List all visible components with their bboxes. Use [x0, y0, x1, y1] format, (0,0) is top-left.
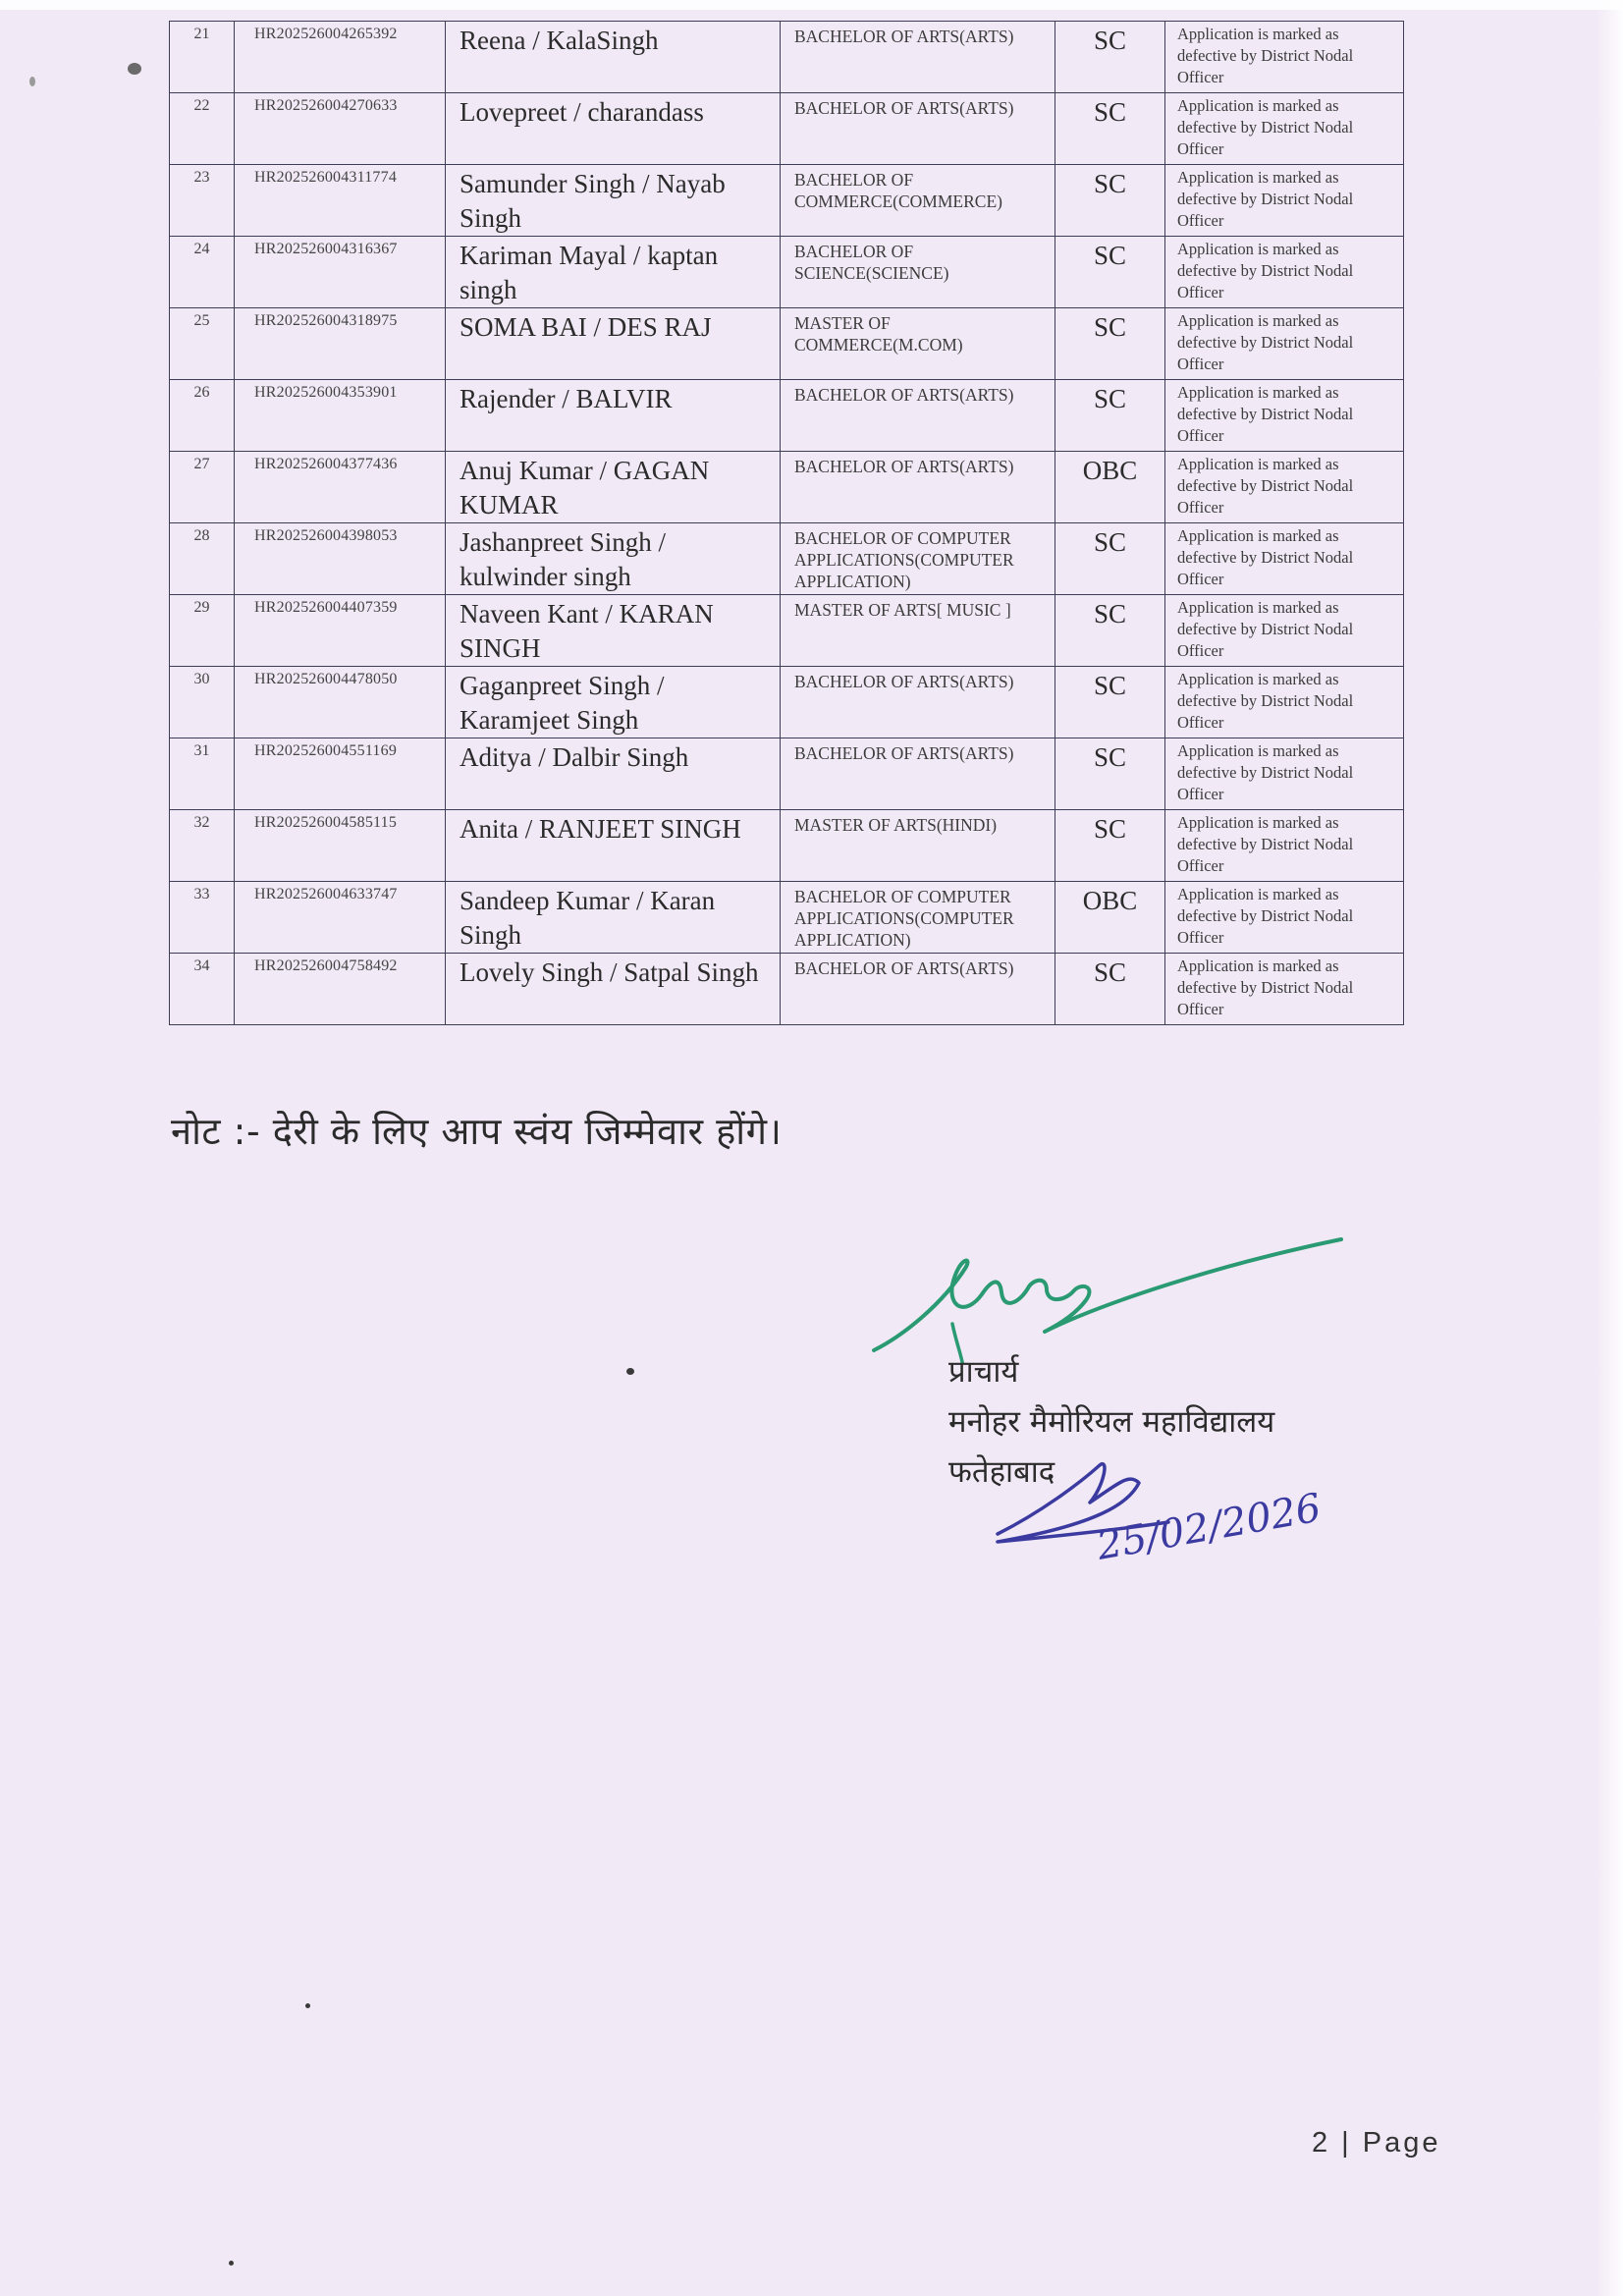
signatory-institution: मनोहर मैमोरियल महाविद्यालय: [948, 1404, 1275, 1440]
table-row: [170, 667, 1404, 738]
table-row: [170, 810, 1404, 882]
category-cell: SC: [1055, 22, 1165, 93]
applicant-name-cell: SOMA BAI / DES RAJ: [446, 308, 781, 380]
note-text: नोट :- देरी के लिए आप स्वंय जिम्मेवार होंगे।: [171, 1110, 783, 1153]
table-row: [170, 738, 1404, 810]
table-row: [170, 595, 1404, 667]
signatory-city: फतेहाबाद: [948, 1454, 1055, 1490]
course-cell: BACHELOR OF ARTS(ARTS): [781, 667, 1055, 738]
serial-number-cell: 28: [170, 523, 235, 595]
course-cell: BACHELOR OF COMMERCE(COMMERCE): [781, 165, 1055, 237]
applicant-name-cell: Lovepreet / charandass: [446, 93, 781, 165]
applicant-name-cell: Jashanpreet Singh / kulwinder singh: [446, 523, 781, 595]
category-cell: SC: [1055, 810, 1165, 882]
remark-cell: Application is marked as defective by District Nodal Officer: [1165, 165, 1404, 237]
category-cell: SC: [1055, 523, 1165, 595]
applicant-name-cell: Aditya / Dalbir Singh: [446, 738, 781, 810]
applicant-name-cell: Reena / KalaSingh: [446, 22, 781, 93]
applicant-name-cell: Sandeep Kumar / Karan Singh: [446, 882, 781, 954]
table-row: [170, 22, 1404, 93]
remark-cell: Application is marked as defective by District Nodal Officer: [1165, 237, 1404, 308]
table-row: [170, 93, 1404, 165]
serial-number-cell: 29: [170, 595, 235, 667]
category-cell: SC: [1055, 595, 1165, 667]
remark-cell: Application is marked as defective by District Nodal Officer: [1165, 738, 1404, 810]
course-cell: BACHELOR OF ARTS(ARTS): [781, 738, 1055, 810]
remark-cell: Application is marked as defective by District Nodal Officer: [1165, 452, 1404, 523]
application-id-cell: HR202526004407359: [235, 595, 446, 667]
scan-speck: [626, 1368, 634, 1375]
course-cell: MASTER OF ARTS[ MUSIC ]: [781, 595, 1055, 667]
remark-cell: Application is marked as defective by District Nodal Officer: [1165, 523, 1404, 595]
scan-speck: [128, 63, 141, 75]
table-row: [170, 237, 1404, 308]
category-cell: OBC: [1055, 452, 1165, 523]
serial-number-cell: 26: [170, 380, 235, 452]
table-row: [170, 308, 1404, 380]
page-number: 2 | Page: [1312, 2127, 1441, 2159]
table-row: [170, 882, 1404, 954]
category-cell: SC: [1055, 380, 1165, 452]
remark-cell: Application is marked as defective by District Nodal Officer: [1165, 882, 1404, 954]
application-id-cell: HR202526004311774: [235, 165, 446, 237]
serial-number-cell: 34: [170, 954, 235, 1025]
category-cell: SC: [1055, 165, 1165, 237]
applicant-name-cell: Lovely Singh / Satpal Singh: [446, 954, 781, 1025]
course-cell: BACHELOR OF COMPUTER APPLICATIONS(COMPUTER APPLICATION): [781, 523, 1055, 595]
category-cell: SC: [1055, 93, 1165, 165]
remark-cell: Application is marked as defective by District Nodal Officer: [1165, 380, 1404, 452]
applicant-name-cell: Anita / RANJEET SINGH: [446, 810, 781, 882]
application-id-cell: HR202526004585115: [235, 810, 446, 882]
serial-number-cell: 30: [170, 667, 235, 738]
serial-number-cell: 25: [170, 308, 235, 380]
scan-speck: [305, 2003, 310, 2008]
category-cell: SC: [1055, 738, 1165, 810]
scan-speck: [29, 77, 35, 86]
application-id-cell: HR202526004270633: [235, 93, 446, 165]
application-id-cell: HR202526004758492: [235, 954, 446, 1025]
serial-number-cell: 33: [170, 882, 235, 954]
handwritten-date: 25/02/2026: [1093, 1485, 1325, 1569]
application-id-cell: HR202526004265392: [235, 22, 446, 93]
course-cell: BACHELOR OF ARTS(ARTS): [781, 452, 1055, 523]
application-id-cell: HR202526004478050: [235, 667, 446, 738]
course-cell: BACHELOR OF ARTS(ARTS): [781, 954, 1055, 1025]
table-row: [170, 452, 1404, 523]
serial-number-cell: 23: [170, 165, 235, 237]
remark-cell: Application is marked as defective by District Nodal Officer: [1165, 810, 1404, 882]
remark-cell: Application is marked as defective by District Nodal Officer: [1165, 22, 1404, 93]
category-cell: SC: [1055, 308, 1165, 380]
applicant-table-body: [170, 22, 1404, 1025]
application-id-cell: HR202526004377436: [235, 452, 446, 523]
application-id-cell: HR202526004398053: [235, 523, 446, 595]
dated-initials: [982, 1444, 1375, 1601]
table-row: [170, 954, 1404, 1025]
application-id-cell: HR202526004551169: [235, 738, 446, 810]
course-cell: BACHELOR OF ARTS(ARTS): [781, 93, 1055, 165]
serial-number-cell: 31: [170, 738, 235, 810]
serial-number-cell: 24: [170, 237, 235, 308]
applicant-name-cell: Samunder Singh / Nayab Singh: [446, 165, 781, 237]
scan-speck: [229, 2261, 234, 2266]
scan-right-edge: [1596, 0, 1623, 2296]
application-id-cell: HR202526004318975: [235, 308, 446, 380]
applicant-name-cell: Kariman Mayal / kaptan singh: [446, 237, 781, 308]
application-id-cell: HR202526004316367: [235, 237, 446, 308]
serial-number-cell: 27: [170, 452, 235, 523]
course-cell: BACHELOR OF ARTS(ARTS): [781, 380, 1055, 452]
applicant-name-cell: Anuj Kumar / GAGAN KUMAR: [446, 452, 781, 523]
table-row: [170, 380, 1404, 452]
remark-cell: Application is marked as defective by District Nodal Officer: [1165, 954, 1404, 1025]
applicant-table: [169, 21, 1404, 1025]
category-cell: SC: [1055, 954, 1165, 1025]
principal-signature: [864, 1226, 1355, 1363]
applicant-name-cell: Rajender / BALVIR: [446, 380, 781, 452]
serial-number-cell: 21: [170, 22, 235, 93]
signatory-designation: प्राचार्य: [948, 1354, 1019, 1390]
scan-top-edge: [0, 0, 1623, 10]
table-row: [170, 523, 1404, 595]
category-cell: OBC: [1055, 882, 1165, 954]
course-cell: BACHELOR OF ARTS(ARTS): [781, 22, 1055, 93]
application-id-cell: HR202526004633747: [235, 882, 446, 954]
remark-cell: Application is marked as defective by District Nodal Officer: [1165, 308, 1404, 380]
remark-cell: Application is marked as defective by District Nodal Officer: [1165, 595, 1404, 667]
applicant-name-cell: Gaganpreet Singh / Karamjeet Singh: [446, 667, 781, 738]
course-cell: BACHELOR OF SCIENCE(SCIENCE): [781, 237, 1055, 308]
serial-number-cell: 22: [170, 93, 235, 165]
course-cell: BACHELOR OF COMPUTER APPLICATIONS(COMPUTER APPLICATION): [781, 882, 1055, 954]
remark-cell: Application is marked as defective by District Nodal Officer: [1165, 667, 1404, 738]
remark-cell: Application is marked as defective by District Nodal Officer: [1165, 93, 1404, 165]
category-cell: SC: [1055, 667, 1165, 738]
application-id-cell: HR202526004353901: [235, 380, 446, 452]
serial-number-cell: 32: [170, 810, 235, 882]
table-row: [170, 165, 1404, 237]
category-cell: SC: [1055, 237, 1165, 308]
applicant-name-cell: Naveen Kant / KARAN SINGH: [446, 595, 781, 667]
course-cell: MASTER OF ARTS(HINDI): [781, 810, 1055, 882]
course-cell: MASTER OF COMMERCE(M.COM): [781, 308, 1055, 380]
